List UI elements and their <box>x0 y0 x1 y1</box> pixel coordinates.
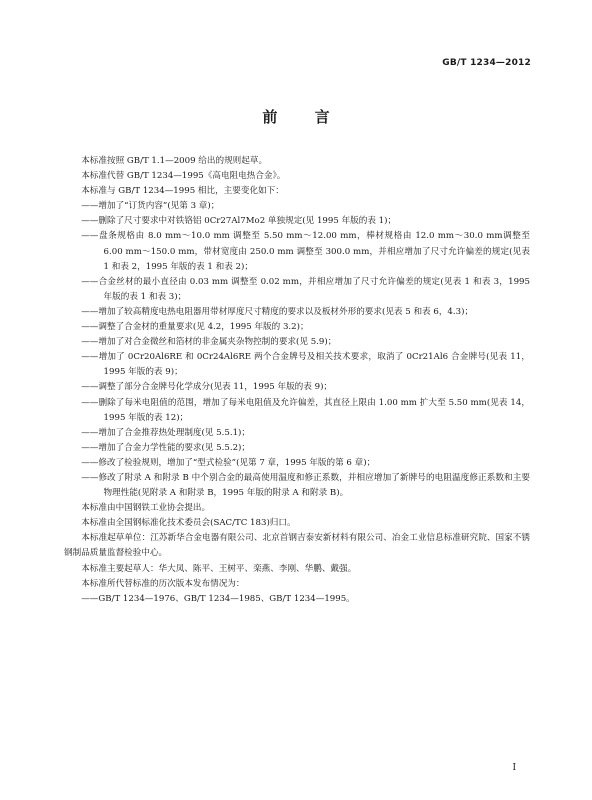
change-item: ——增加了对合金微丝和箔材的非金属夹杂物控制的要求(见 5.9)； <box>81 337 337 348</box>
change-item: ——删除了尺寸要求中对铁铬铝 0Cr27Al7Mo2 单独规定(见 1995 年版的表 1)； <box>81 216 397 227</box>
intro-paragraph: 本标准代替 GB/T 1234—1995《高电阻电热合金》。 <box>81 171 286 182</box>
closing-paragraph: 本标准起草单位：江苏新华合金电器有限公司、北京首钢吉泰安新材料有限公司、冶金工业信息标准研究院、国家不锈钢制品质量监督检验中心。 <box>64 533 530 559</box>
change-item: ——增加了合金力学性能的要求(见 5.5.2)； <box>81 442 250 453</box>
change-item: ——调整了部分合金牌号化学成分(见表 11，1995 年版的表 9)； <box>81 382 333 393</box>
change-item: ——修改了附录 A 和附录 B 中个别合金的最高使用温度和修正系数，并相应增加了新牌号的电阻温度修正系数和主要物理性能(见附录 A 和附录 B，1995 年版的附录 A 和附录 B)。 <box>81 472 530 499</box>
page-title: 前 言 <box>262 108 346 126</box>
intro-paragraph: 本标准与 GB/T 1234—1995 相比，主要变化如下： <box>81 186 284 197</box>
change-item: ——增加了 0Cr20Al6RE 和 0Cr24Al6RE 两个合金牌号及相关技术要求，取消了 0Cr21Al6 合金牌号(见表 11，1995 年版的表 9)； <box>81 352 530 378</box>
closing-paragraph: 本标准由中国钢铁工业协会提出。 <box>81 503 211 514</box>
foreword-body <box>64 154 530 607</box>
change-item: ——修改了检验规则，增加了“型式检验”(见第 7 章，1995 年版的第 6 章)； <box>81 457 376 468</box>
closing-paragraph: 本标准由全国钢标准化技术委员会(SAC/TC 183)归口。 <box>81 518 296 529</box>
history-item: ——GB/T 1234—1976、GB/T 1234—1985、GB/T 1234—1995。 <box>81 593 355 604</box>
standard-code: GB/T 1234—2012 <box>442 58 531 68</box>
change-item: ——删除了每米电阻值的范围，增加了每米电阻值及允许偏差，其直径上限由 1.00 mm 扩大至 5.50 mm(见表 14，1995 年版的表 12)； <box>81 397 530 423</box>
closing-paragraph: 本标准主要起草人：华大凤、陈平、王树平、栾燕、李刚、华鹏、戴强。 <box>81 563 357 574</box>
change-item: ——增加了“订货内容”(见第 3 章)； <box>81 201 220 212</box>
closing-paragraph: 本标准所代替标准的历次版本发布情况为： <box>81 578 245 589</box>
change-item: ——盘条规格由 8.0 mm～10.0 mm 调整至 5.50 mm～12.00 mm，棒材规格由 12.0 mm～30.0 mm调整至 6.00 mm～150.0 mm，带材宽度由 250.0 mm 调整至 300.0 mm，并相应增加了尺寸允许偏差的规定(见表 1 和表 2，1995 年版的表 1 和表 2)； <box>81 231 530 272</box>
change-item: ——合金丝材的最小直径由 0.03 mm 调整至 0.02 mm，并相应增加了尺寸允许偏差的规定(见表 1 和表 3，1995 年版的表 1 和表 3)； <box>81 276 530 302</box>
change-item: ——增加了较高精度电热电阻器用带材厚度尺寸精度的要求以及板材外形的要求(见表 5 和表 6，4.3)； <box>81 306 474 317</box>
intro-paragraph: 本标准按照 GB/T 1.1—2009 给出的规则起草。 <box>81 156 268 166</box>
change-item: ——调整了合金材的重量要求(见 4.2，1995 年版的 3.2)； <box>81 322 309 333</box>
change-item: ——增加了合金推荐热处理制度(见 5.5.1)； <box>81 427 250 438</box>
page-number: I <box>512 763 516 773</box>
